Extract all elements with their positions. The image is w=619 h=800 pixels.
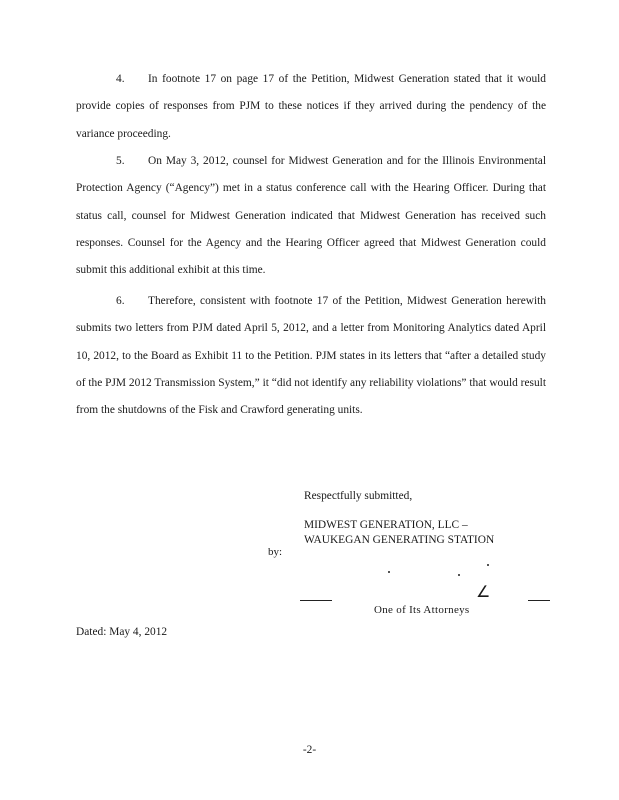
paragraph-6 — [76, 288, 546, 424]
paragraph-number: 6. — [116, 295, 125, 307]
company-name-line2: WAUKEGAN GENERATING STATION — [304, 534, 495, 546]
paragraph-4 — [76, 66, 546, 148]
scan-speck — [388, 571, 390, 573]
paragraph-text: In footnote 17 on page 17 of the Petition, Midwest Generation stated that it would provide copies of responses from PJM to these notices if they arrived during the pendency of the variance proceeding. — [76, 73, 546, 140]
scan-speck — [487, 564, 489, 566]
signature-line-right — [528, 600, 550, 601]
page-number: -2- — [302, 744, 317, 756]
paragraph-number: 5. — [116, 155, 125, 167]
signature-line-left — [300, 600, 332, 601]
by-label: by: — [268, 546, 283, 558]
paragraph-number: 4. — [116, 73, 125, 85]
scan-speck — [458, 574, 460, 576]
paragraph-text: Therefore, consistent with footnote 17 of the Petition, Midwest Generation herewith submits two letters from PJM dated April 5, 2012, and a letter from Monitoring Analytics dated April 10, 2012, to the Board as Exhibit 11 to the Petition. PJM states in its letters that “after a detailed study of the PJM 2012 Transmission System,” it “did not identify any reliability violations” that would result from the shutdowns of the Fisk and Crawford generating units. — [76, 295, 546, 417]
paragraph-5 — [76, 148, 546, 284]
signature-mark-icon: ∠ — [476, 582, 491, 601]
attorney-label: One of Its Attorneys — [374, 604, 470, 616]
closing-line: Respectfully submitted, — [304, 490, 413, 502]
company-name-line1: MIDWEST GENERATION, LLC – — [304, 519, 468, 531]
paragraph-text: On May 3, 2012, counsel for Midwest Generation and for the Illinois Environmental Protection Agency (“Agency”) met in a status conference call with the Hearing Officer. During that status call, counsel for Midwest Generation indicated that Midwest Generation has received such responses. Counsel for the Agency and the Hearing Officer agreed that Midwest Generation could submit this additional exhibit at this time. — [76, 155, 546, 277]
date-line: Dated: May 4, 2012 — [76, 626, 168, 638]
